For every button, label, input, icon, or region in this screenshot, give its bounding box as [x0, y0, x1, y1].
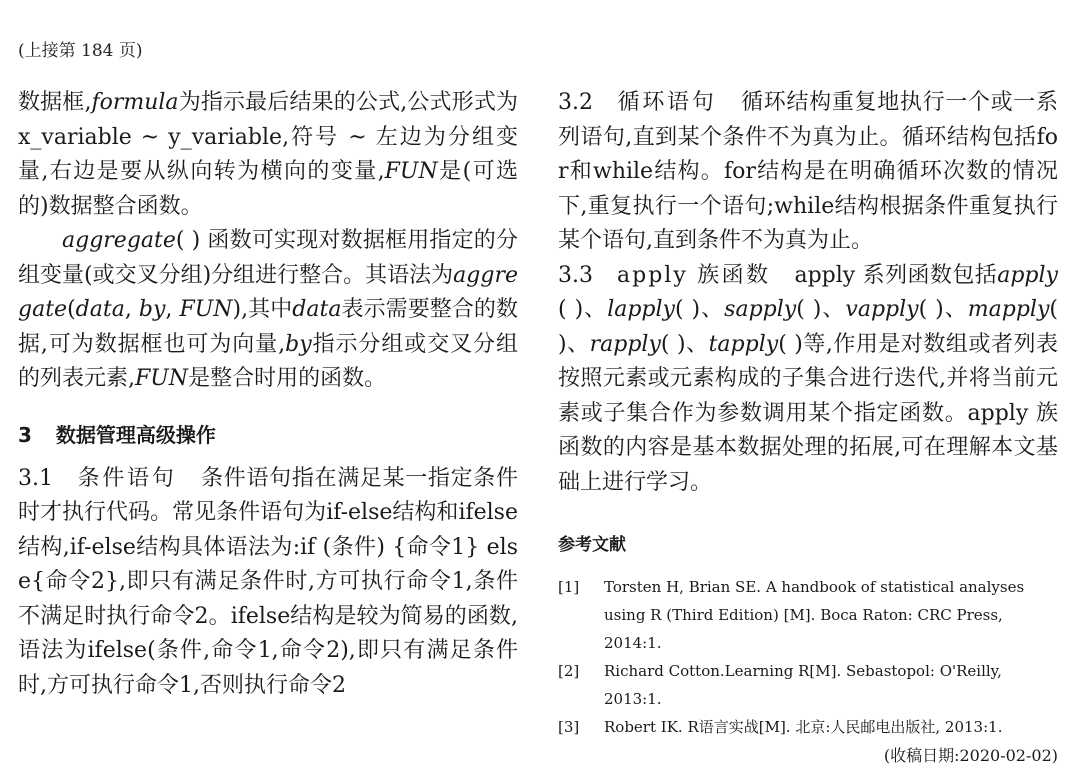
reference-item [558, 657, 1058, 713]
right-column [558, 86, 1058, 766]
text: 表示需要整合的数据,可为数据框也可为向量, [18, 297, 518, 357]
term-by: by [138, 297, 166, 322]
references-heading: 参考文献 [558, 535, 626, 555]
term-data: data [75, 297, 125, 322]
reference-number: [2] [558, 662, 580, 680]
term-formula: formula [91, 90, 179, 115]
term-lapply: lapply [607, 297, 675, 322]
term-rapply: rapply [589, 331, 661, 357]
parens: ( ) [796, 297, 822, 322]
parens: ( ) [558, 297, 1058, 357]
parens: ( ) [558, 297, 584, 322]
reference-number: [3] [558, 718, 580, 736]
subsection-number: 3.2 [558, 90, 593, 115]
reference-item [558, 573, 1058, 657]
subsection-number: 3.1 [18, 465, 53, 491]
subsection-label: apply 族函数 [617, 262, 771, 288]
continued-note: (上接第 184 页) [18, 41, 143, 61]
text: 等,作用是对数组或者列表按照元素或元素构成的子集合进行迭代,并将当前元素或子集合作为参数调用某个指定函数。apply 族函数的内容是基本数据处理的拓展,可在理解本文基础上进行学习。 [558, 331, 1058, 495]
term-sapply: sapply [724, 297, 797, 322]
paragraph-conditional [18, 462, 518, 704]
parens: ( ) [660, 331, 686, 357]
text: ( ) 函数可实现对数据框用指定的分组变量(或交叉分组)分组进行整合。其语法为 [18, 228, 518, 288]
reference-text: Robert IK. R语言实战[M]. 北京:人民邮电出版社, 2013:1. [604, 718, 1003, 736]
term-fun: FUN [179, 297, 233, 322]
section-heading [18, 419, 518, 448]
separator: 、 [943, 297, 968, 322]
separator: 、 [583, 297, 608, 322]
text: , [124, 297, 139, 322]
separator: 、 [821, 297, 846, 322]
text: 指示分组或交叉分组的列表元素, [18, 331, 518, 391]
subsection-number: 3.3 [558, 262, 593, 288]
received-date: (收稿日期:2020-02-02) [883, 746, 1058, 765]
separator: 、 [700, 297, 725, 322]
paragraph-loop [558, 86, 1058, 259]
text: , [165, 297, 180, 322]
paragraph-formula [18, 86, 518, 224]
text: ( [67, 297, 76, 322]
reference-text: Richard Cotton.Learning R[M]. Sebastopol: O'Reilly, 2013:1. [604, 662, 1002, 708]
reference-number: [1] [558, 578, 580, 596]
section-title: 数据管理高级操作 [55, 422, 216, 447]
term-apply: apply [997, 262, 1058, 288]
parens: ( ) [778, 331, 803, 357]
term-vapply: vapply [845, 297, 919, 322]
term-mapply: mapply [967, 297, 1050, 322]
text: 为指示最后结果的公式,公式形式为x_variable ~ y_variable,符号 ~ 左边为分组变量,右边是要从纵向转为横向的变量, [18, 90, 518, 184]
subsection-label: 条件语句 [77, 465, 177, 491]
parens: ( ) [674, 297, 701, 322]
paragraph-apply [558, 259, 1058, 501]
section-number: 3 [18, 422, 32, 447]
term-aggregate: aggregate [62, 228, 176, 253]
term-data: data [292, 297, 342, 322]
term-fun: FUN [384, 159, 438, 184]
paragraph-aggregate [18, 224, 518, 397]
separator: 、 [566, 331, 590, 357]
reference-text: Torsten H, Brian SE. A handbook of statistical analyses using R (Third Edition) [M]. Boca Raton: CRC Press, 2014:1. [604, 578, 1025, 652]
text: 是整合时用的函数。 [188, 366, 387, 391]
term-aggregate-call: aggregate [18, 262, 518, 322]
text: ),其中 [232, 297, 293, 322]
text: 循环结构重复地执行一个或一系列语句,直到某个条件不为真为止。循环结构包括for和while结构。for结构是在明确循环次数的情况下,重复执行一个语句;while结构根据条件重复执行某个语句,直到条件不为真为止。 [558, 90, 1058, 253]
term-fun: FUN [135, 366, 189, 391]
separator: 、 [685, 331, 709, 357]
text: apply 系列函数包括 [794, 262, 998, 288]
text: 是(可选的)数据整合函数。 [18, 159, 518, 219]
text: 条件语句指在满足某一指定条件时才执行代码。常见条件语句为if-else结构和ifelse结构,if-else结构具体语法为:if (条件) {命令1} else{命令2},即只有满足条件时,方可执行命令1,条件不满足时执行命令2。ifelse结构是较为简易的函数,语法为ifelse(条件,命令1,命令2),即只有满足条件时,方可执行命令1,否则执行命令2 [18, 465, 518, 698]
left-column [18, 86, 518, 703]
term-tapply: tapply [708, 331, 779, 357]
parens: ( ) [918, 297, 944, 322]
reference-item [558, 713, 1058, 741]
subsection-label: 循环语句 [617, 90, 717, 115]
term-by: by [285, 331, 312, 357]
text: 数据框, [18, 90, 92, 115]
